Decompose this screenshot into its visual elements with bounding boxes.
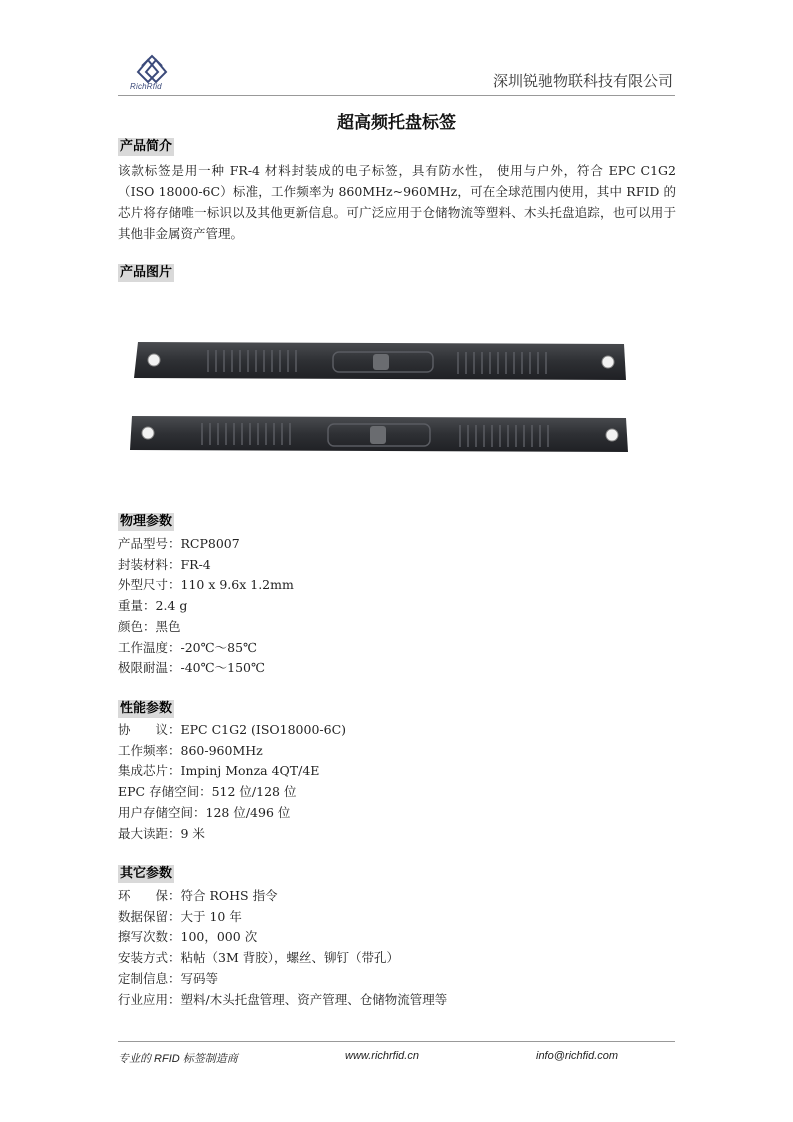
company-name: 深圳锐驰物联科技有限公司 [492, 72, 673, 90]
list-item: 最大读距：9 米 [118, 825, 205, 841]
list-item: 颜色：黑色 [118, 618, 181, 634]
list-item: 封装材料：FR-4 [118, 556, 211, 572]
footer-slogan: 专业的 RFID 标签制造商 [118, 1053, 238, 1065]
footer-divider [118, 1041, 675, 1042]
list-item: 协 议：EPC C1G2 (ISO18000-6C) [118, 722, 347, 737]
footer-email-link[interactable]: info@richfid.com [536, 1050, 619, 1062]
list-item: 集成芯片：Impinj Monza 4QT/4E [118, 763, 320, 779]
list-item: 定制信息：写码等 [118, 970, 219, 986]
page-title: 超高频托盘标签 [337, 113, 456, 133]
list-item: 环 保：符合 ROHS 指令 [118, 888, 278, 903]
intro-text: 该款标签是用一种 FR-4 材料封装成的电子标签，具有防水性， 使用与户外，符合 EPC C1G2（ISO 18000-6C）标准，工作频率为 860MHz~960MHz，可在全球范围内使用，其中 RFID 的芯片将存储唯一标识以及其他更新信息。可广泛应用于仓储物流等塑料、木头托盘追踪，也可以用于其他非金属资产管理。 [118, 163, 676, 241]
list-item: 用户存储空间：128 位/496 位 [118, 804, 291, 820]
list-item: EPC 存储空间：512 位/128 位 [118, 784, 297, 800]
section-title-physical: 物理参数 [120, 514, 173, 529]
list-item: 数据保留：大于 10 年 [118, 908, 242, 924]
list-item: 极限耐温：-40℃～150℃ [118, 660, 265, 676]
other-params [118, 886, 447, 1010]
header-divider [118, 95, 675, 96]
section-title-intro: 产品简介 [120, 139, 173, 154]
list-item: 工作温度：-20℃～85℃ [118, 639, 258, 655]
list-item: 擦写次数：100，000 次 [118, 929, 258, 945]
section-title-photo: 产品图片 [120, 265, 173, 280]
logo-text: RichRfid [130, 82, 162, 91]
list-item: 行业应用：塑料/木头托盘管理、资产管理、仓储物流管理等 [118, 991, 448, 1007]
footer-website-link[interactable]: www.richrfid.cn [345, 1050, 419, 1062]
section-title-other: 其它参数 [120, 866, 173, 881]
performance-params [118, 720, 346, 844]
list-item: 安装方式：粘帖（3M 背胶），螺丝、铆钉（带孔） [118, 950, 399, 966]
tag-image-bottom [130, 416, 628, 452]
section-title-performance: 性能参数 [120, 701, 173, 716]
list-item: 重量：2.4 g [118, 598, 188, 614]
tag-image-top [134, 342, 626, 380]
physical-params [118, 534, 294, 679]
list-item: 产品型号：RCP8007 [118, 536, 240, 551]
product-photo [118, 320, 638, 470]
list-item: 工作频率：860-960MHz [118, 742, 263, 758]
list-item: 外型尺寸：110 x 9.6x 1.2mm [118, 577, 294, 593]
